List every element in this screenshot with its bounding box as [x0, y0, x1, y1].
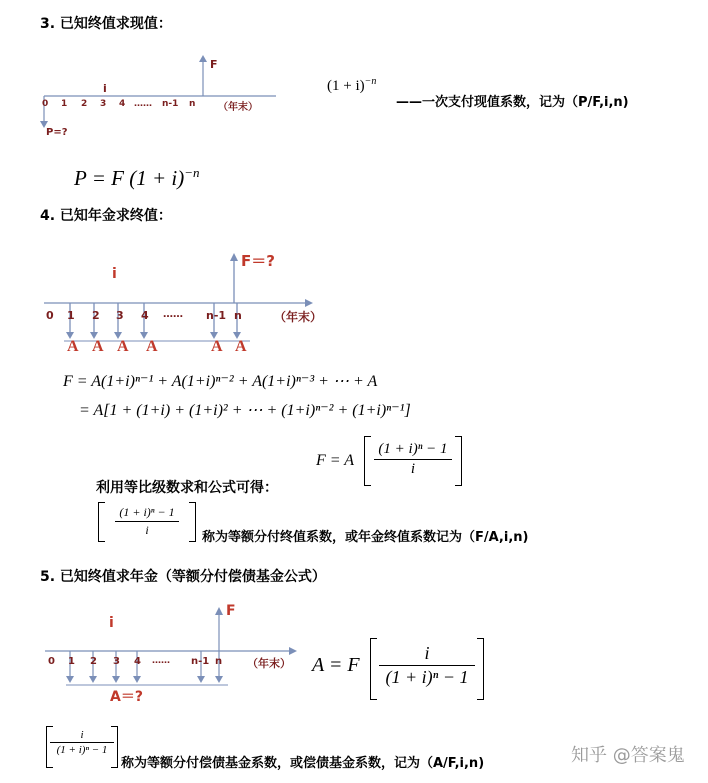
- section4-heading: 4. 已知年金求终值：: [40, 208, 172, 224]
- diagram3-tick-4: 4: [119, 99, 126, 109]
- diagram4-tick-n1: n-1: [206, 309, 227, 322]
- diagram3-F-label: F: [210, 58, 218, 71]
- diagram3-tick-2: 2: [81, 99, 88, 109]
- diagram5-tick-0: 0: [48, 656, 55, 667]
- sec5-result-bracket: [370, 638, 484, 700]
- sec3-formula: P = F $(1 + i)^{-n}$: [74, 165, 200, 190]
- sec4-factor-den: i: [145, 523, 149, 537]
- sec4-note: 利用等比级数求和公式可得：: [96, 480, 278, 496]
- diagram5-tick-3: 3: [113, 656, 120, 667]
- diagram4-A-6: A: [235, 338, 247, 355]
- diagram4-A-5: A: [211, 338, 223, 355]
- diagram4-A-4: A: [146, 338, 158, 355]
- diagram4-tick-dots: ……: [163, 309, 183, 320]
- diagram3-tick-n1: n-1: [162, 99, 179, 109]
- diagram5-tick-2: 2: [90, 656, 97, 667]
- sec5-factor-num: i: [50, 729, 114, 743]
- sec5-result-den: (1 + i)ⁿ − 1: [385, 667, 469, 687]
- sec4-factor-num: (1 + i)ⁿ − 1: [115, 505, 178, 522]
- diagram3-tick-n: n: [189, 99, 196, 109]
- diagram5-tick-4: 4: [134, 656, 141, 667]
- diagram3-tick-dots: ……: [134, 99, 152, 109]
- diagram3-P-label: P=?: [46, 127, 68, 138]
- diagram5-A-label: A＝?: [110, 689, 143, 705]
- sec4-result-lhs: F = A: [316, 452, 355, 469]
- diagram4-F-label: F＝?: [241, 252, 275, 270]
- diagram5-tick-1: 1: [68, 656, 75, 667]
- sec5-factor-den: (1 + i)ⁿ − 1: [56, 744, 108, 756]
- sec4-eq2: = A[1 + (1+i) + (1+i)² + ⋯ + (1+i)ⁿ⁻² + (1+i)ⁿ⁻¹]: [79, 402, 411, 419]
- diagram4-unit: （年末）: [274, 310, 323, 324]
- diagram4-tick-0: 0: [46, 309, 54, 322]
- diagram4-tick-n: n: [234, 309, 242, 322]
- diagram4-tick-4: 4: [141, 309, 149, 322]
- diagram5-i-label: i: [109, 615, 114, 631]
- diagram4-A-3: A: [117, 338, 129, 355]
- sec4-result-num: (1 + i)ⁿ − 1: [374, 441, 451, 460]
- diagram3-i-label: i: [103, 82, 107, 95]
- section3-heading: 3. 已知终值求现值：: [40, 16, 172, 32]
- diagram4-tick-2: 2: [92, 309, 100, 322]
- diagram3-unit: （年末）: [218, 102, 258, 113]
- diagram4-tick-1: 1: [67, 309, 75, 322]
- sec5-factor-bracket: [46, 726, 118, 768]
- watermark: 知乎 @答案鬼: [571, 745, 685, 766]
- diagram4-A-1: A: [67, 338, 79, 355]
- diagram5-tick-n1: n-1: [191, 656, 210, 667]
- diagram5-unit: （年末）: [247, 657, 291, 670]
- sec4-eq1: F = A(1+i)ⁿ⁻¹ + A(1+i)ⁿ⁻² + A(1+i)ⁿ⁻³ + ⋯ + A: [63, 373, 378, 390]
- diagram4-i-label: i: [112, 266, 117, 282]
- sec3-factor-desc: ——一次支付现值系数，记为（P/F,i,n): [396, 95, 629, 110]
- diagram3-tick-1: 1: [61, 99, 68, 109]
- diagram5-F-label: F: [226, 603, 236, 619]
- sec3-factor-formula: $(1 + i)^{-n}$: [327, 76, 377, 94]
- diagram3-tick-3: 3: [100, 99, 107, 109]
- sec4-factor-desc: 称为等额分付终值系数，或年金终值系数记为（F/A,i,n): [202, 530, 529, 545]
- diagram5-tick-n: n: [215, 656, 223, 667]
- section5-heading: 5. 已知终值求年金（等额分付偿债基金公式）: [40, 569, 326, 585]
- diagram5-tick-dots: ……: [152, 656, 170, 666]
- diagram3-tick-0: 0: [42, 99, 49, 109]
- diagram4-tick-3: 3: [116, 309, 124, 322]
- diagram4-A-2: A: [92, 338, 104, 355]
- sec5-result-num: i: [379, 643, 475, 666]
- sec4-result-den: i: [410, 461, 416, 477]
- sec5-result-lhs: A = F: [312, 654, 360, 676]
- sec5-factor-desc: 称为等额分付偿债基金系数，或偿债基金系数，记为（A/F,i,n): [121, 756, 485, 771]
